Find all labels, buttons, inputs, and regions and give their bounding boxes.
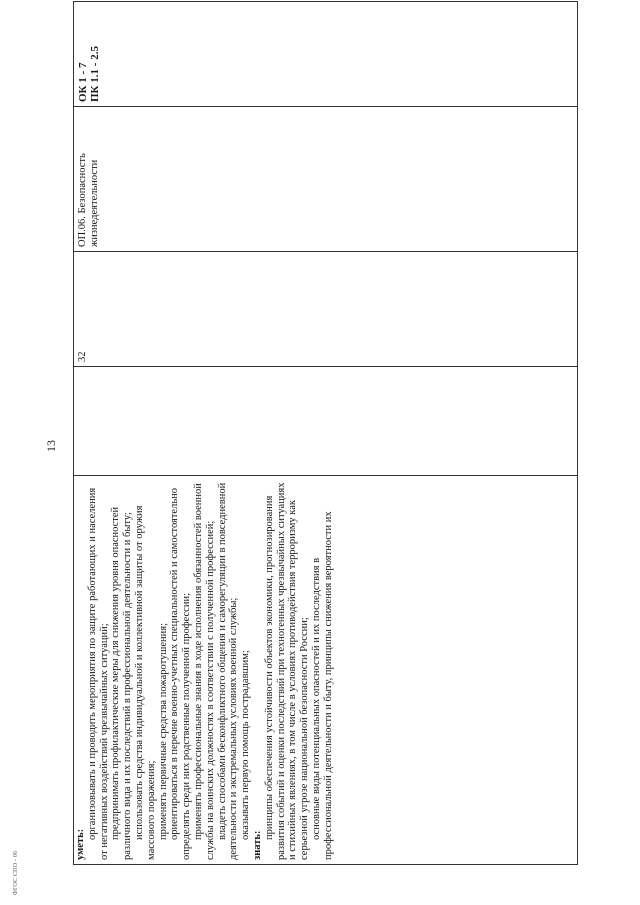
curriculum-table — [73, 1, 578, 865]
discipline-cell — [74, 107, 578, 252]
umet-item: применять первичные средства пожаротушения; — [157, 622, 169, 840]
hours-cell — [74, 252, 578, 367]
empty-cell — [74, 367, 578, 476]
curriculum-table-wrapper — [73, 43, 578, 865]
page-number: 13 — [44, 440, 58, 452]
umet-header: уметь: — [75, 828, 86, 860]
umet-item: оказывать первую помощь пострадавшим; — [240, 650, 252, 840]
umet-item: использовать средства индивидуальной и коллективной защиты от оружия массового поражения; — [133, 505, 157, 860]
znat-item: основные виды потенциальных опасностей и их последствия в профессиональной деятельности и быту, принципы снижения вероятности их — [310, 511, 334, 860]
umet-item: предпринимать профилактические меры для снижения уровня опасностей различного вида и их последствий в профессиональной деятельности и быту; — [110, 506, 134, 860]
table-row — [74, 2, 578, 865]
umet-item: владеть способами бесконфликтного общения и саморегуляции в повседневной деятельности и экстремальных условиях военной службы; — [216, 482, 240, 860]
competencies-cell — [74, 2, 578, 107]
discipline-name: ОП.06. Безопасность жизнедеятельности — [77, 153, 100, 247]
umet-item: организовывать и проводить мероприятия по защите работающих и населения от негативных воздействий чрезвычайных ситуаций; — [86, 487, 110, 860]
umet-item: применять профессиональные знания в ходе исполнения обязанностей военной службы на воинских должностях в соответствии с полученной профессией; — [192, 483, 216, 860]
umet-item: ориентироваться в перечне военно-учетных специальностей и самостоятельно определять среди них родственные полученной профессии; — [169, 488, 193, 860]
znat-item: принципы обеспечения устойчивости объектов экономики, прогнозирования развития событий и оценки последствий при техногенных чрезвычайных ситуациях и стихийных явлениях, в том числе в условиях противодействия терроризму как серьезной угрозе национальной безопасности России; — [263, 482, 311, 860]
hours-value: 32 — [77, 351, 88, 362]
footer-code: ФГОС СПО - 06 — [13, 850, 19, 895]
skills-knowledge-cell — [74, 476, 578, 865]
znat-header: знать: — [251, 830, 263, 860]
competency-code: ОК 1 - 7 — [77, 62, 89, 102]
competency-code: ПК 1.1 - 2.5 — [89, 46, 101, 102]
